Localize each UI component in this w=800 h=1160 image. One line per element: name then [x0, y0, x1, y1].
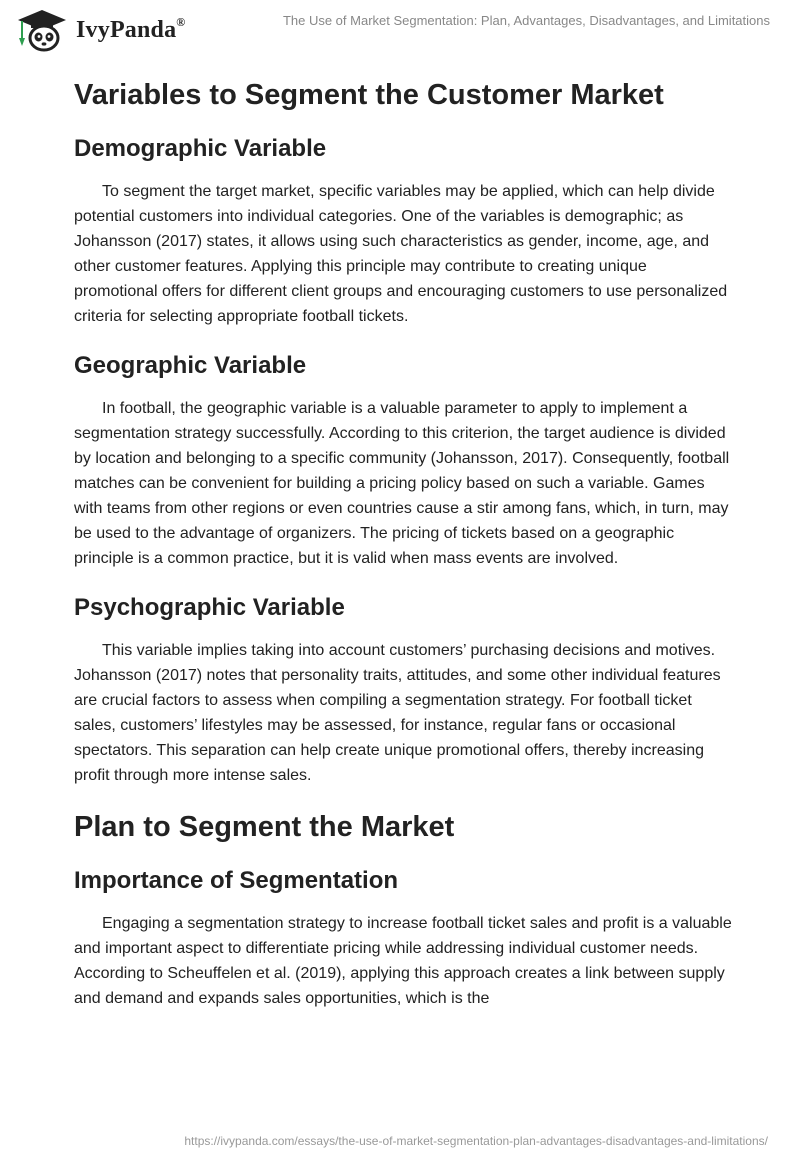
- ivypanda-logo[interactable]: [14, 8, 185, 52]
- heading-demographic-variable: Demographic Variable: [74, 135, 327, 162]
- document-title: The Use of Market Segmentation: Plan, Advantages, Disadvantages, and Limitations: [282, 13, 770, 28]
- heading-psychographic-variable: Psychographic Variable: [74, 594, 345, 621]
- essay-content: [74, 70, 734, 1011]
- logo-wordmark: [76, 14, 186, 44]
- paragraph-geographic: In football, the geographic variable is a valuable parameter to apply to implement a segmentation strategy successfully. According to this criterion, the target audience is divided by location and belonging to a specific community (Johansson, 2017). Consequently, football matches can be convenient for building a pricing policy based on such a variable. Games with teams from other regions or even countries cause a stir among fans, which, in turn, may be used to the advantage of organizers. The pricing of tickets based on a geographic principle is a common practice, but it is valid when mass events are involved.: [74, 400, 730, 567]
- heading-plan-to-segment: Plan to Segment the Market: [74, 811, 455, 843]
- source-url[interactable]: https://ivypanda.com/essays/the-use-of-market-segmentation-plan-advantages-disadvantages-and-limitations/: [184, 1134, 768, 1148]
- page-header: [0, 0, 800, 60]
- registered-mark: ®: [176, 14, 186, 29]
- paragraph-importance: Engaging a segmentation strategy to increase football ticket sales and profit is a valuable and important aspect to differentiate pricing while addressing individual customer needs. According to Scheuffelen et al. (2019), applying this approach creates a link between supply and demand and expands sales opportunities, which is the: [74, 915, 732, 1007]
- logo-wordmark-text: IvyPanda: [76, 16, 177, 43]
- heading-variables-to-segment: Variables to Segment the Customer Market: [74, 79, 664, 111]
- heading-importance-of-segmentation: Importance of Segmentation: [74, 867, 399, 894]
- panda-graduation-cap-icon: [14, 8, 70, 52]
- heading-geographic-variable: Geographic Variable: [74, 352, 307, 379]
- paragraph-demographic: To segment the target market, specific variables may be applied, which can help divide potential customers into individual categories. One of the variables is demographic; as Johansson (2017) states, it allows using such characteristics as gender, income, age, and other customer features. Applying this principle may contribute to creating unique promotional offers for different client groups and encouraging customers to use personalized criteria for selecting appropriate football tickets.: [74, 183, 728, 325]
- paragraph-psychographic: This variable implies taking into account customers’ purchasing decisions and motives. Johansson (2017) notes that personality traits, attitudes, and some other individual features are crucial factors to assess when compiling a segmentation strategy. For football ticket sales, customers’ lifestyles may be assessed, for instance, regular fans or occasional spectators. This separation can help create unique promotional offers, thereby increasing profit through more intense sales.: [74, 642, 721, 784]
